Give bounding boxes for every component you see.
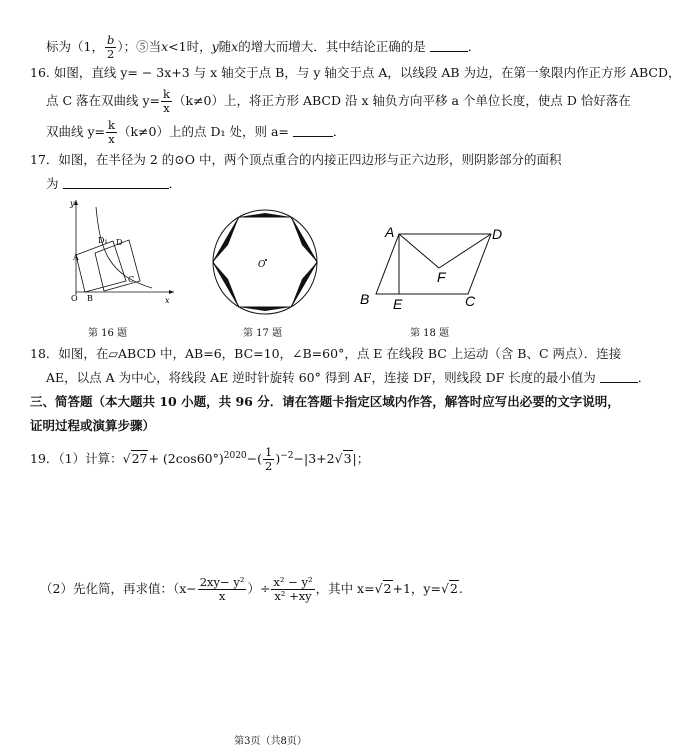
- label-x: x: [165, 296, 170, 305]
- fraction-x2-y2-over-x2-xy: $\frac{\text{x² − y²}}{\text{x² +xy}}$: [273, 575, 313, 603]
- q16-fraction-k-x: $\frac{k}{x}$: [163, 87, 170, 115]
- label-o: O: [71, 294, 78, 303]
- q17-line2: 为 ．: [46, 176, 182, 191]
- answer-blank[interactable]: [293, 125, 333, 137]
- q15-tail-line: 标为（1， $\frac{b}{2}$ ）；⑤当x<1时，y随x的增大而增大．其中结论正确的是 ．: [46, 33, 481, 61]
- q15-text-a: 标为（1，: [46, 39, 104, 54]
- sqrt-27: 27: [131, 451, 148, 466]
- answer-blank[interactable]: [600, 371, 638, 383]
- label-d1: D₁: [98, 236, 108, 245]
- section3-heading-line2: 证明过程或演算步骤）: [30, 418, 156, 433]
- segment-af: [399, 234, 439, 268]
- label-e: E: [393, 296, 403, 312]
- figure-18: [355, 222, 515, 312]
- label-c: C: [465, 293, 476, 309]
- q17-line1: 17．如图，在半径为 2 的⊙O 中，两个顶点重合的内接正四边形与正六边形，则阴影部分的面积: [30, 152, 562, 167]
- label-f: F: [437, 269, 446, 285]
- square-abcd: [76, 241, 126, 292]
- answer-blank[interactable]: [430, 40, 468, 52]
- segment-df: [439, 234, 491, 268]
- q19-part2: （2）先化简，再求值：（x− $\frac{\text{2xy− y²}}{x}$ ）÷ $\frac{\text{x² − y²}}{\text{x² +xy}}$ ，其中 x=√2+1，y=√2.: [40, 575, 463, 603]
- figure-16-caption: 第 16 题: [88, 328, 128, 339]
- label-d: D: [492, 226, 503, 242]
- figure-16: [40, 195, 180, 320]
- label-c: C: [128, 275, 135, 284]
- label-a: A: [385, 224, 395, 240]
- figure-17: [205, 205, 327, 319]
- label-a: A: [73, 253, 79, 262]
- q16-fraction-k-x-2: $\frac{k}{x}$: [108, 118, 115, 146]
- q15-fraction: $\frac{b}{2}$: [106, 33, 115, 61]
- figure-18-caption: 第 18 题: [410, 328, 450, 339]
- q19-part1: 19．（1）计算：$√27+ (2\cos 60^\circ)^{2020}-$( $\frac{1}{2}$ )$^{-2}$−|3+2√3|；: [30, 445, 370, 473]
- q18-line1: 18．如图，在▱ABCD 中，AB=6，BC=10，∠B=60°，点 E 在线段 BC 上运动（含 B、C 两点）．连接: [30, 346, 622, 361]
- section3-heading-line1: 三、简答题（本大题共 10 小题，共 96 分．请在答题卡指定区域内作答，解答时应写出必要的文字说明，: [30, 394, 620, 409]
- label-y: y: [70, 199, 75, 208]
- q18-line2: AE，以点 A 为中心，将线段 AE 逆时针旋转 60° 得到 AF，连接 DF，则线段 DF 长度的最小值为 ．: [46, 370, 651, 385]
- center-dot: [265, 259, 267, 261]
- label-b: B: [87, 294, 93, 303]
- q16-line2: 点 C 落在双曲线 y= $\frac{k}{x}$ （k≠0）上，将正方形 ABCD 沿 x 轴负方向平移 a 个单位长度，使点 D 恰好落在: [46, 87, 631, 115]
- sqrt-2: 2: [383, 581, 392, 596]
- sqrt-2-b: 2: [449, 581, 458, 596]
- y-axis-arrow: [74, 200, 78, 205]
- page-footer: 第3页（共8页）: [234, 736, 307, 747]
- label-b: B: [360, 291, 370, 307]
- label-o: O: [258, 260, 266, 270]
- x-axis-arrow: [169, 290, 174, 294]
- q16-line1: 16. 如图，直线 y= − 3x+3 与 x 轴交于点 B，与 y 轴交于点 A，以线段 AB 为边，在第一象限内作正方形 ABCD，: [30, 65, 681, 80]
- figure-17-caption: 第 17 题: [243, 328, 283, 339]
- q16-line3: 双曲线 y= $\frac{k}{x}$ （k≠0）上的点 D₁ 处，则 a= ．: [46, 118, 346, 146]
- parallelogram-abcd: [376, 234, 491, 294]
- fraction-2xy-y2-over-x: $\frac{\text{2xy− y²}}{x}$: [199, 575, 245, 603]
- fraction-one-half: $\frac{1}{2}$: [265, 445, 273, 473]
- answer-blank[interactable]: [63, 177, 169, 189]
- sqrt-3: 3: [343, 451, 352, 466]
- label-d: D: [116, 238, 123, 247]
